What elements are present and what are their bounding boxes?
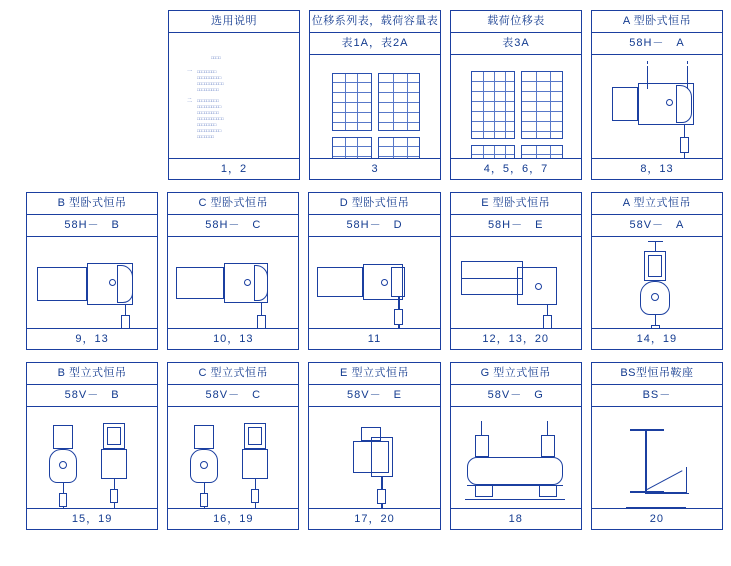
card-subheader: 58V－ B: [27, 385, 157, 407]
mini-table: [521, 71, 563, 139]
mini-table: [378, 73, 420, 131]
card-xuanyong[interactable]: [168, 10, 300, 180]
card-footer: 15，19: [27, 508, 157, 529]
card-g-li[interactable]: [450, 362, 582, 530]
card-figure-hanger-c-h: [168, 237, 298, 328]
card-footer: 18: [451, 508, 581, 529]
card-figure-hanger-e-h: [451, 237, 581, 328]
card-subheader: 58H－ C: [168, 215, 298, 237]
card-figure-tables: [451, 55, 581, 158]
card-subheader: 58V－ E: [309, 385, 439, 407]
card-figure-tables: [310, 55, 440, 158]
card-footer: 16，19: [168, 508, 298, 529]
card-b-wo[interactable]: [26, 192, 158, 350]
card-header: B 型卧式恒吊: [27, 193, 157, 215]
mini-table: [378, 137, 420, 158]
card-bs[interactable]: [591, 362, 723, 530]
card-header: 选用说明: [169, 11, 299, 33]
card-subheader: 58V－ A: [592, 215, 722, 237]
card-header: B 型立式恒吊: [27, 363, 157, 385]
row-1: [0, 0, 731, 180]
card-header: E 型卧式恒吊: [451, 193, 581, 215]
card-header: A 型卧式恒吊: [592, 11, 722, 33]
card-header: C 型卧式恒吊: [168, 193, 298, 215]
card-subheader: 58V－ G: [451, 385, 581, 407]
card-figure-hanger-b-h: [27, 237, 157, 328]
card-figure-hanger-a-v: [592, 237, 722, 328]
card-header: D 型卧式恒吊: [309, 193, 439, 215]
card-subheader: 58H－ B: [27, 215, 157, 237]
card-figure-hanger-d-h: [309, 237, 439, 328]
card-c-li[interactable]: [167, 362, 299, 530]
card-figure-hanger-a-h: [592, 55, 722, 158]
mini-table: [521, 145, 563, 158]
card-e-wo[interactable]: [450, 192, 582, 350]
card-figure-hanger-b-v: [27, 407, 157, 508]
card-figure-hanger-e-v: [309, 407, 439, 508]
card-header: E 型立式恒吊: [309, 363, 439, 385]
card-d-wo[interactable]: [308, 192, 440, 350]
card-footer: 3: [310, 158, 440, 179]
card-subheader: 58H－ A: [592, 33, 722, 55]
card-footer: 11: [309, 328, 439, 349]
card-footer: 4，5，6，7: [451, 158, 581, 179]
card-a-li[interactable]: [591, 192, 723, 350]
card-footer: 14，19: [592, 328, 722, 349]
card-header: G 型立式恒吊: [451, 363, 581, 385]
card-subheader: BS－: [592, 385, 722, 407]
mini-table: [332, 73, 372, 131]
mini-table: [471, 145, 515, 158]
card-header: BS型恒吊鞍座: [592, 363, 722, 385]
card-subheader: 表1A，表2A: [310, 33, 440, 55]
card-b-li[interactable]: [26, 362, 158, 530]
card-footer: 20: [592, 508, 722, 529]
card-subheader: 58V－ C: [168, 385, 298, 407]
card-a-wo[interactable]: [591, 10, 723, 180]
card-header: 载荷位移表: [451, 11, 581, 33]
card-header: C 型立式恒吊: [168, 363, 298, 385]
card-footer: 1，2: [169, 158, 299, 179]
card-e-li[interactable]: [308, 362, 440, 530]
card-footer: 10，13: [168, 328, 298, 349]
card-figure-hanger-g-v: [451, 407, 581, 508]
card-footer: 12，13，20: [451, 328, 581, 349]
card-footer: 9，13: [27, 328, 157, 349]
mini-table: [332, 137, 372, 158]
card-footer: 17，20: [309, 508, 439, 529]
card-subheader: 表3A: [451, 33, 581, 55]
card-weiyi[interactable]: [309, 10, 441, 180]
row-3: [0, 350, 731, 530]
card-footer: 8，13: [592, 158, 722, 179]
card-figure-saddle-bs: [592, 407, 722, 508]
card-subheader: 58H－ E: [451, 215, 581, 237]
card-header: A 型立式恒吊: [592, 193, 722, 215]
row-2: [0, 180, 731, 350]
card-subheader: 58H－ D: [309, 215, 439, 237]
card-header: 位移系列表，载荷容量表: [310, 11, 440, 33]
mini-table: [471, 71, 515, 139]
card-figure-hanger-c-v: [168, 407, 298, 508]
card-figure-text-page: □□□□ 一 □□□□□□□□ □□□□□□□□□□ □□□□□□□□□□□ □□□□□□□□□ 二 □□□□□□□□□ □□□□□□□□□□ □□□□□□□□□ □□□□□□□□□□□ □□□□□□□□ □□□□□□□□□□ □□□□□□□: [187, 55, 224, 139]
card-c-wo[interactable]: [167, 192, 299, 350]
card-zaihe[interactable]: [450, 10, 582, 180]
